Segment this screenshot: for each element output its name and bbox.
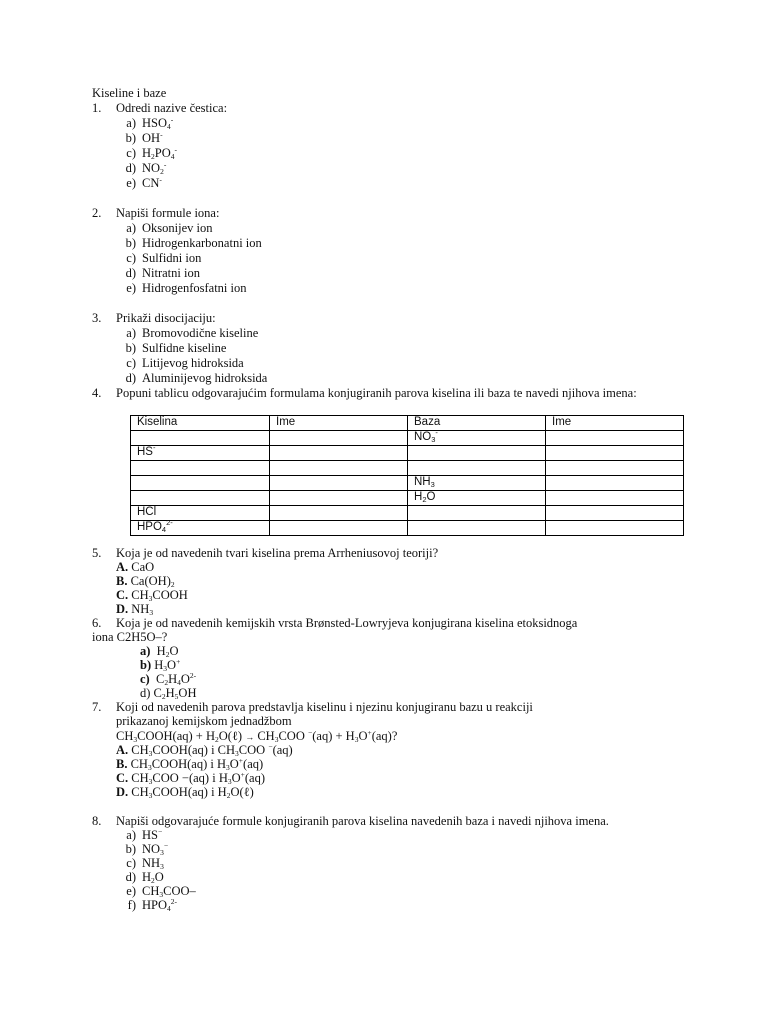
q7-option-c: C. $CH_3COO -(aq)$ i $H_3O^+(aq)$ xyxy=(116,770,265,786)
q8-item-f: f) $HPO_4^{2-}$ xyxy=(127,897,178,913)
table-cell xyxy=(131,431,270,446)
question-7-cont: prikazanoj kemijskom jednadžbom xyxy=(116,714,292,728)
table-cell: $NH_3$ xyxy=(408,476,546,491)
q2-item-d: d) Nitratni ion xyxy=(125,266,200,280)
table-cell xyxy=(131,491,270,506)
question-1: 1. Odredi nazive čestica: xyxy=(92,101,228,115)
table-cell xyxy=(408,506,546,521)
q1-item-d: d) $NO_2^-$ xyxy=(125,160,167,176)
q3-item-b: b) Sulfidne kiseline xyxy=(125,341,227,355)
q2-item-c: c) Sulfidni ion xyxy=(126,251,202,265)
q3-item-c: c) Litijevog hidroksida xyxy=(126,356,244,370)
document-title: Kiseline i baze xyxy=(92,86,167,100)
table-cell xyxy=(270,446,408,461)
table-header-row xyxy=(131,416,684,431)
header-ime: Ime xyxy=(546,416,684,431)
q8-item-d: d) $H_2O$ xyxy=(125,870,164,885)
conjugate-pairs-table xyxy=(130,415,684,536)
table-cell xyxy=(408,461,546,476)
question-6-cont: iona C2H5O–? xyxy=(92,630,168,644)
q8-item-e: e) $CH_3COO-$ xyxy=(126,884,196,899)
table-row xyxy=(131,461,684,476)
table-cell: $H_2O$ xyxy=(408,491,546,506)
header-kiselina: Kiselina xyxy=(131,416,270,431)
table-cell xyxy=(546,491,684,506)
table-cell xyxy=(546,506,684,521)
q2-item-b: b) Hidrogenkarbonatni ion xyxy=(125,236,262,250)
question-4: 4. Popuni tablicu odgovarajućim formulama konjugiranih parova kiselina ili baza te navedi njihova imena: xyxy=(92,386,637,400)
q1-item-e: e) CN- xyxy=(126,175,162,190)
q2-item-e: e) Hidrogenfosfatni ion xyxy=(126,281,247,295)
q5-option-d: D. $NH_3$ xyxy=(116,602,154,617)
q3-item-d: d) Aluminijevog hidroksida xyxy=(125,371,268,385)
question-8: 8. Napiši odgovarajuće formule konjugiranih parova kiselina navedenih baza i navedi njihova imena. xyxy=(92,814,609,828)
header-ime: Ime xyxy=(270,416,408,431)
table-row xyxy=(131,521,684,536)
table-row xyxy=(131,491,684,506)
q5-option-b: B. $Ca(OH)_2$ xyxy=(116,574,175,589)
table-row xyxy=(131,476,684,491)
q6-option-c: c) $C_2H_4O^{2-}$ xyxy=(140,671,197,687)
q1-item-c: c) $H_2PO_4^-$ xyxy=(126,145,178,161)
table-cell xyxy=(270,506,408,521)
table-row xyxy=(131,446,684,461)
q1-item-a: a) $HSO_4^-$ xyxy=(126,115,174,131)
question-2: 2. Napiši formule iona: xyxy=(92,206,220,220)
table-cell xyxy=(546,446,684,461)
q1-item-b: b) OH- xyxy=(125,130,163,145)
question-6: 6. Koja je od navedenih kemijskih vrsta Brønsted-Lowryjeva konjugirana kiselina etoksidnoga xyxy=(92,616,578,630)
table-cell xyxy=(131,476,270,491)
question-3: 3. Prikaži disocijaciju: xyxy=(92,311,216,325)
question-5: 5. Koja je od navedenih tvari kiselina prema Arrheniusovoj teoriji? xyxy=(92,546,439,560)
q6-option-a: a) $H_2O$ xyxy=(140,644,179,659)
reaction-equation: $CH_3COOH(aq)$ + $H_2O(\ell) \to CH_3COO$ $^-(aq) + H_3O^+(aq)$? xyxy=(116,728,398,744)
q7-option-a: A. $CH_3COOH(aq)$ i $CH_3COO$ −(aq) xyxy=(116,742,293,758)
q8-item-a: a) HS− xyxy=(126,827,163,842)
table-row xyxy=(131,431,684,446)
header-baza: Baza xyxy=(408,416,546,431)
reaction-arrow-icon: → xyxy=(245,732,255,742)
q5-option-a: A. CaO xyxy=(116,560,155,574)
table-cell xyxy=(270,476,408,491)
table-cell xyxy=(546,461,684,476)
table-cell xyxy=(546,431,684,446)
q5-option-c: C. $CH_3COOH$ xyxy=(116,588,188,603)
table-cell xyxy=(546,521,684,536)
q2-item-a: a) Oksonijev ion xyxy=(126,221,213,235)
question-7: 7. Koji od navedenih parova predstavlja kiselinu i njezinu konjugiranu bazu u reakciji xyxy=(92,700,533,714)
table-cell xyxy=(131,461,270,476)
q6-option-b: b) $H_3O^+$ xyxy=(140,657,181,673)
table-cell xyxy=(408,446,546,461)
table-row xyxy=(131,506,684,521)
q3-item-a: a) Bromovodične kiseline xyxy=(126,326,259,340)
table-cell: $HPO_4^{2-}$ xyxy=(131,521,270,536)
q6-option-d: d) $C_2H_5OH$ xyxy=(140,686,197,701)
table-cell xyxy=(270,491,408,506)
table-cell xyxy=(546,476,684,491)
table-cell: HS- xyxy=(131,446,270,461)
table-cell: $NO_3^-$ xyxy=(408,431,546,446)
q7-option-b: B. $CH_3COOH(aq)$ i $H_3O^+(aq)$ xyxy=(116,756,264,772)
q7-option-d: D. $CH_3COOH(aq)$ i $H_2O(\ell)$ xyxy=(116,785,254,800)
table-cell xyxy=(270,431,408,446)
table-cell xyxy=(270,461,408,476)
table-cell: HCl xyxy=(131,506,270,521)
table-cell xyxy=(270,521,408,536)
q8-item-c: c) $NH_3$ xyxy=(126,856,164,871)
q8-item-b: b) $NO_3^-$ xyxy=(125,841,169,857)
table-cell xyxy=(408,521,546,536)
